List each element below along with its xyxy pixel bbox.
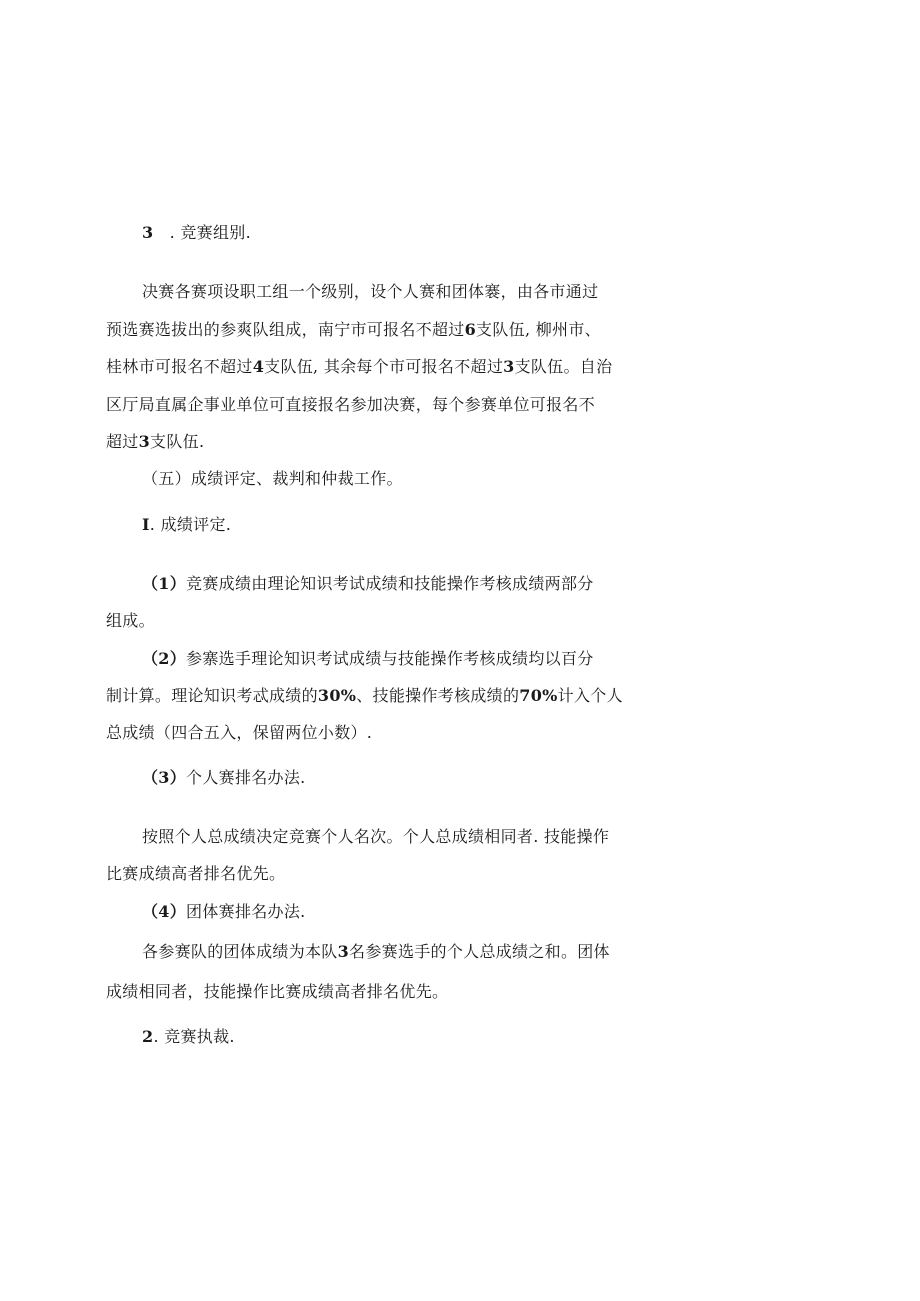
paragraph-line: 组成。 <box>106 611 155 630</box>
subheading-individual-ranking: （3）个人赛排名办法. <box>142 768 306 787</box>
paragraph-line: 总成绩（四合五入，保留两位小数）. <box>106 723 373 742</box>
paragraph-line: （1）竞赛成绩由理论知识考试成绩和技能操作考核成绩两部分 <box>142 574 594 593</box>
paragraph-line: 成绩相同者，技能操作比赛成绩高者排名优先。 <box>106 982 449 1001</box>
subheading-team-ranking: （4）团体赛排名办法. <box>142 902 306 921</box>
paragraph-line: 制计算。理论知识考忒成绩的30%、技能操作考核成绩的70%计入个人 <box>106 686 623 705</box>
paragraph-line: 决赛各赛项设职工组一个级别，设个人赛和团体褰，由各市通过 <box>142 282 599 301</box>
paragraph-line: 超过3支队伍. <box>106 432 205 451</box>
heading-competition-groups: 3 . 竞赛组别. <box>142 223 251 242</box>
paragraph-line: 区厅局直属企事业单位可直接报名参加决赛，每个参赛单位可报名不 <box>106 395 596 414</box>
heading-score-evaluation: I. 成绩评定. <box>142 515 232 534</box>
heading-competition-judging: 2. 竞赛执裁. <box>142 1027 235 1046</box>
section-heading: （五）成绩评定、裁判和仲裁工作。 <box>142 469 403 488</box>
paragraph-line: 桂林市可报名不超过4支队伍, 其余每个市可报名不超过3支队伍。自治 <box>106 357 613 376</box>
paragraph-line: 比赛成绩高者排名优先。 <box>106 864 286 883</box>
paragraph-line: 按照个人总成绩决定竞赛个人名次。个人总成绩相同者. 技能操作 <box>142 827 610 846</box>
paragraph-line: 预选赛选拔出的参爽队组成，南宁市可报名不超过6支队伍, 柳州市、 <box>106 320 601 339</box>
paragraph-line: 各参赛队的团体成绩为本队3名参赛选手的个人总成绩之和。团体 <box>142 942 610 961</box>
paragraph-line: （2）参寨选手理论知识考试成绩与技能操作考核成绩均以百分 <box>142 649 594 668</box>
